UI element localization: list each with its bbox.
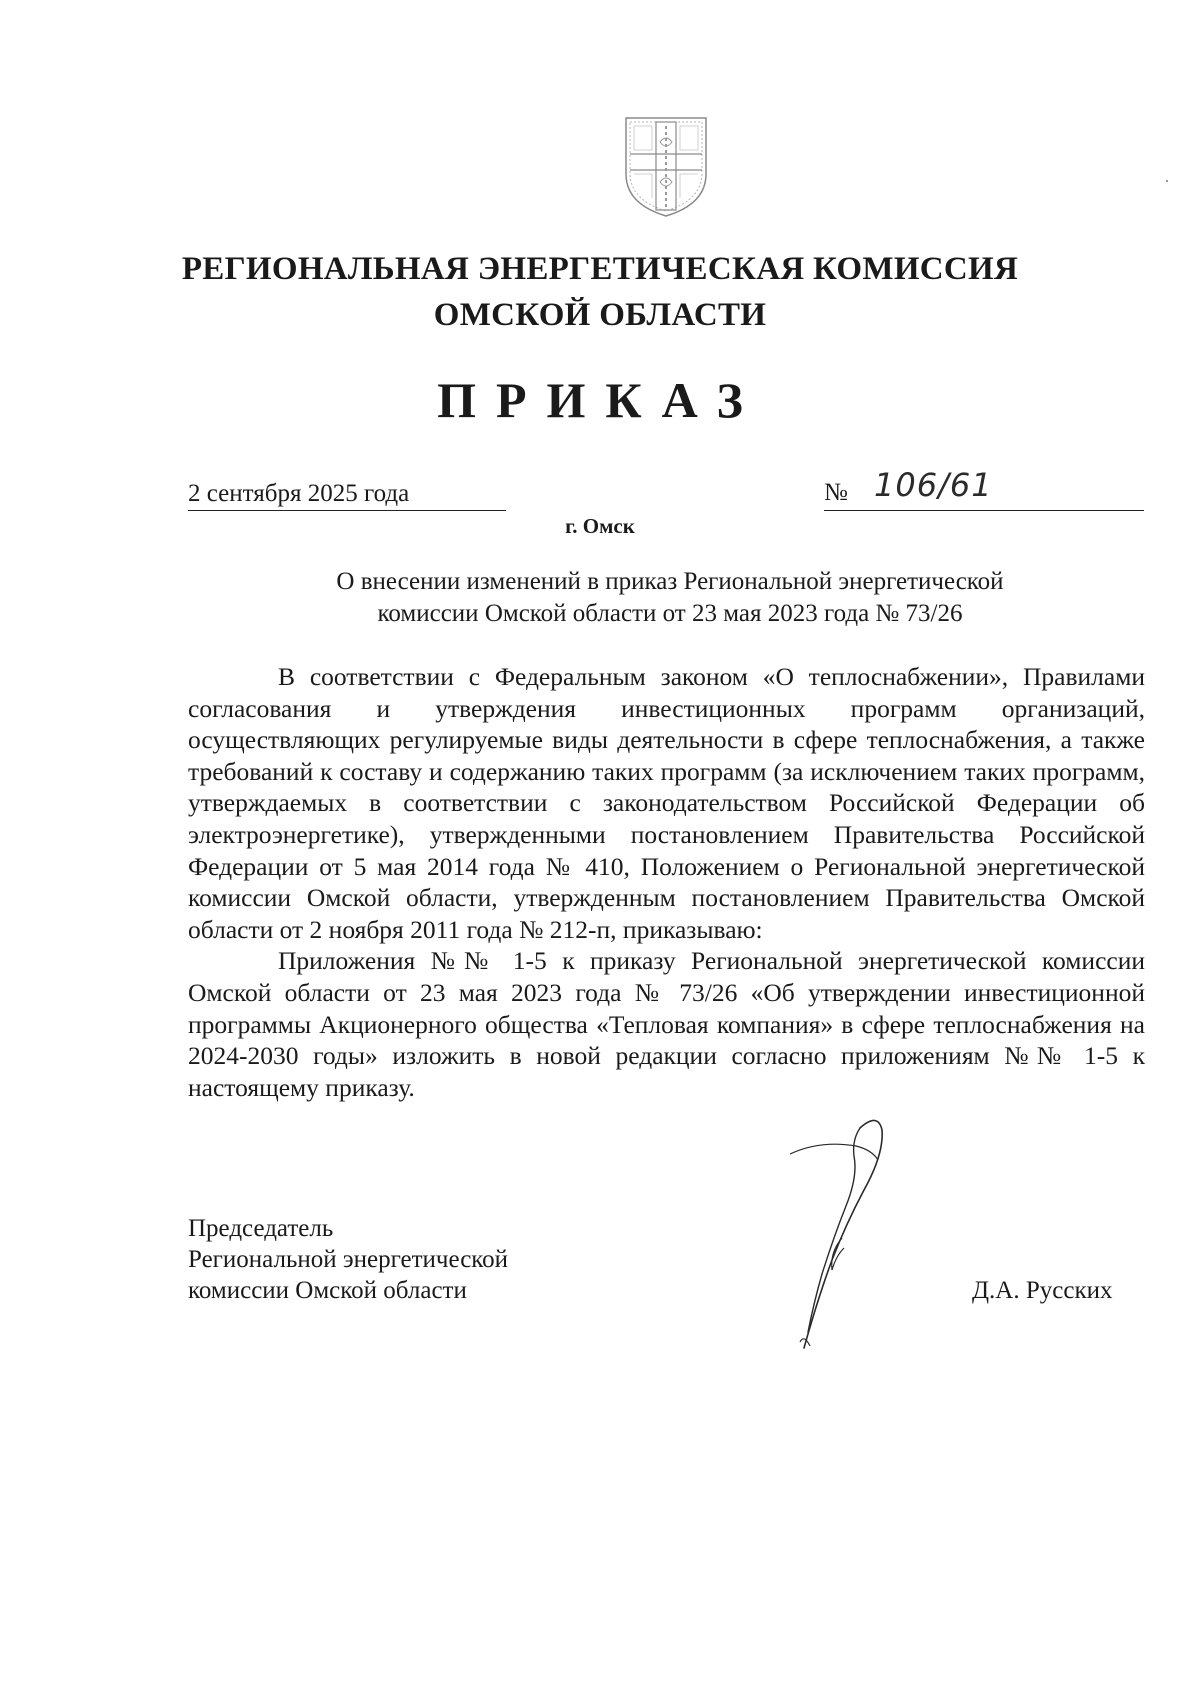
handwritten-signature xyxy=(760,1110,920,1360)
signer-position xyxy=(188,1213,508,1306)
order-subject xyxy=(0,566,1200,630)
signer-position-line1: Председатель xyxy=(188,1215,334,1242)
subject-line1: О внесении изменений в приказ Региональной энергетической xyxy=(336,568,1004,595)
body-paragraph-decision: Приложения №№ 1-5 к приказу Региональной энергетической комиссии Омской области от 23 мая 2023 года № 73/26 «Об утверждении инвестиционной программы Акционерного общества «Тепловая компания» в сфере теплоснабжения на 2024-2030 годы» изложить в новой редакции согласно приложениям №№ 1-5 к настоящему приказу. xyxy=(188,946,1145,1102)
organization-title-line1: РЕГИОНАЛЬНАЯ ЭНЕРГЕТИЧЕСКАЯ КОМИССИЯ xyxy=(181,251,1019,287)
signer-name: Д.А. Русских xyxy=(972,1277,1113,1304)
coat-of-arms-icon xyxy=(620,112,712,220)
number-sign: № xyxy=(824,479,848,506)
scan-artifact xyxy=(1166,180,1168,182)
document-type-title: ПРИКАЗ xyxy=(437,372,763,428)
signer-position-line2: Региональной энергетической xyxy=(188,1246,509,1273)
order-number-field xyxy=(824,466,1144,511)
subject-line2: комиссии Омской области от 23 мая 2023 года № 73/26 xyxy=(377,600,963,627)
order-body xyxy=(188,661,1145,1103)
order-number: 106/61 xyxy=(874,466,993,504)
body-paragraph-legal-basis: В соответствии с Федеральным законом «О теплоснабжении», Правилами согласования и утверждения инвестиционных программ организаций, осуществляющих регулируемые виды деятельности в сфере теплоснабжения, а также требований к составу и содержанию таких программ (за исключением таких программ, утверждаемых в соответствии с законодательством Российской Федерации об электроэнергетике), утвержденными постановлением Правительства Российской Федерации от 5 мая 2014 года № 410, Положением о Региональной энергетической комиссии Омской области, утвержденным постановлением Правительства Омской области от 2 ноября 2011 года № 212-п, приказываю: xyxy=(188,662,1145,944)
city: г. Омск xyxy=(565,514,635,538)
organization-title-line2: ОМСКОЙ ОБЛАСТИ xyxy=(433,297,767,333)
signer-position-line3: комиссии Омской области xyxy=(188,1277,467,1304)
order-date: 2 сентября 2025 года xyxy=(188,478,506,511)
